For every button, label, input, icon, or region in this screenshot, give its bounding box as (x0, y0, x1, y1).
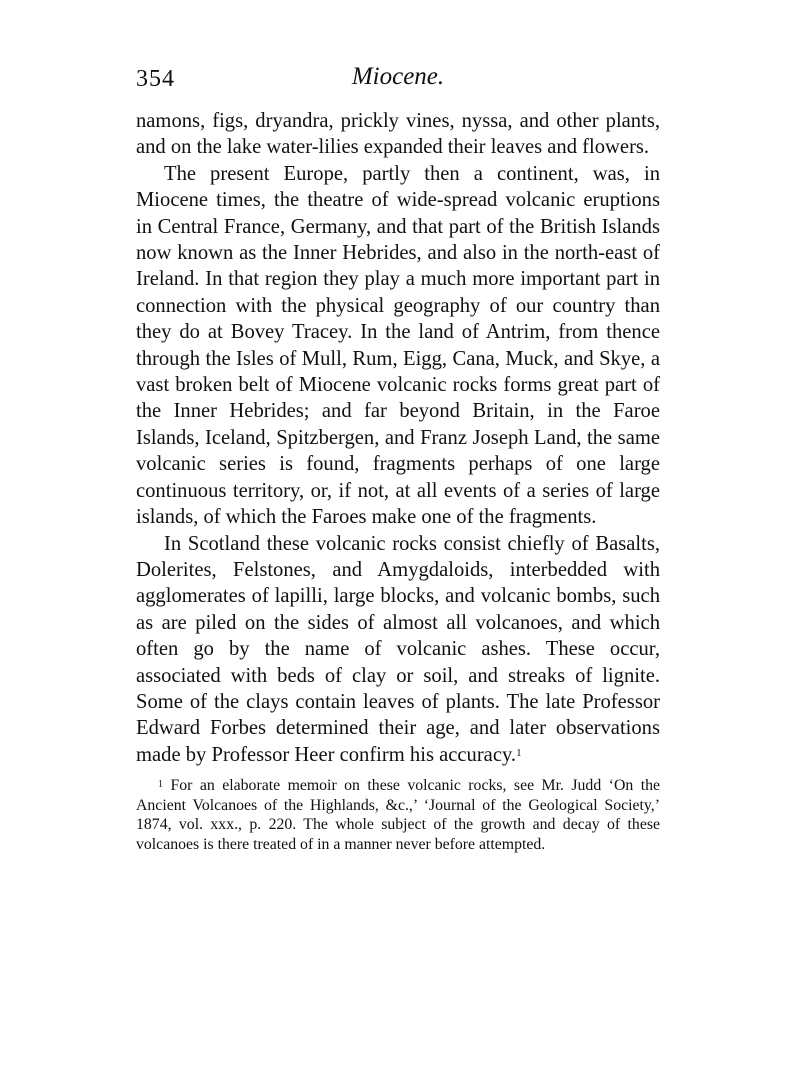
running-head: Miocene. (351, 63, 445, 90)
footnote-marker: 1 (158, 779, 163, 791)
footnote-text: For an elaborate memoir on these volcanic rocks, see Mr. Judd ‘On the Ancient Volcanoes of the Highlands, &c.,’ ‘Journal of the Geological Society,’ 1874, vol. xxx., p. 220. The whole subject of the growth and decay of these volcanoes is there treated of in a manner never before attempted. (136, 777, 661, 853)
book-page (136, 58, 660, 855)
footnote-paragraph (136, 776, 660, 854)
body-text (136, 108, 660, 768)
paragraph-europe-volcanic: The present Europe, partly then a continent, was, in Miocene times, the theatre of wide-spread volcanic eruptions in Central France, Germany, and that part of the British Islands now known as the Inner Hebrides, and also in the north-east of Ireland. In that region they play a much more important part in connection with the physical geography of our country than they do at Bovey Tracey. In the land of Antrim, from thence through the Isles of Mull, Rum, Eigg, Cana, Muck, and Skye, a vast broken belt of Miocene volcanic rocks forms great part of the Inner Hebrides; and far beyond Britain, in the Faroe Islands, Iceland, Spitzbergen, and Franz Joseph Land, the same volcanic series is found, fragments perhaps of one large continuous territory, or, if not, at all events of a series of large islands, of which the Faroes make one of the fragments. (136, 162, 660, 529)
paragraph-continuation: namons, figs, dryandra, prickly vines, nyssa, and other plants, and on the lake water-lilies expanded their leaves and flowers. (136, 110, 660, 159)
paragraph-scotland-text: In Scotland these volcanic rocks consist chiefly of Basalts, Dolerites, Felstones, and Amygdaloids, interbedded with agglomerates of lapilli, large blocks, and volcanic bombs, such as are piled on the sides of almost all volcanoes, and which often go by the name of volcanic ashes. These occur, associated with beds of clay or soil, and streaks of lignite. Some of the clays contain leaves of plants. The late Professor Edward Forbes determined their age, and later observations made by Professor Heer confirm his accuracy. (136, 532, 660, 766)
page-number: 354 (136, 66, 175, 92)
paragraph-scotland-rocks (136, 531, 660, 769)
footnote (136, 776, 660, 854)
footnote-reference: 1 (516, 746, 522, 759)
page-header (136, 58, 660, 98)
